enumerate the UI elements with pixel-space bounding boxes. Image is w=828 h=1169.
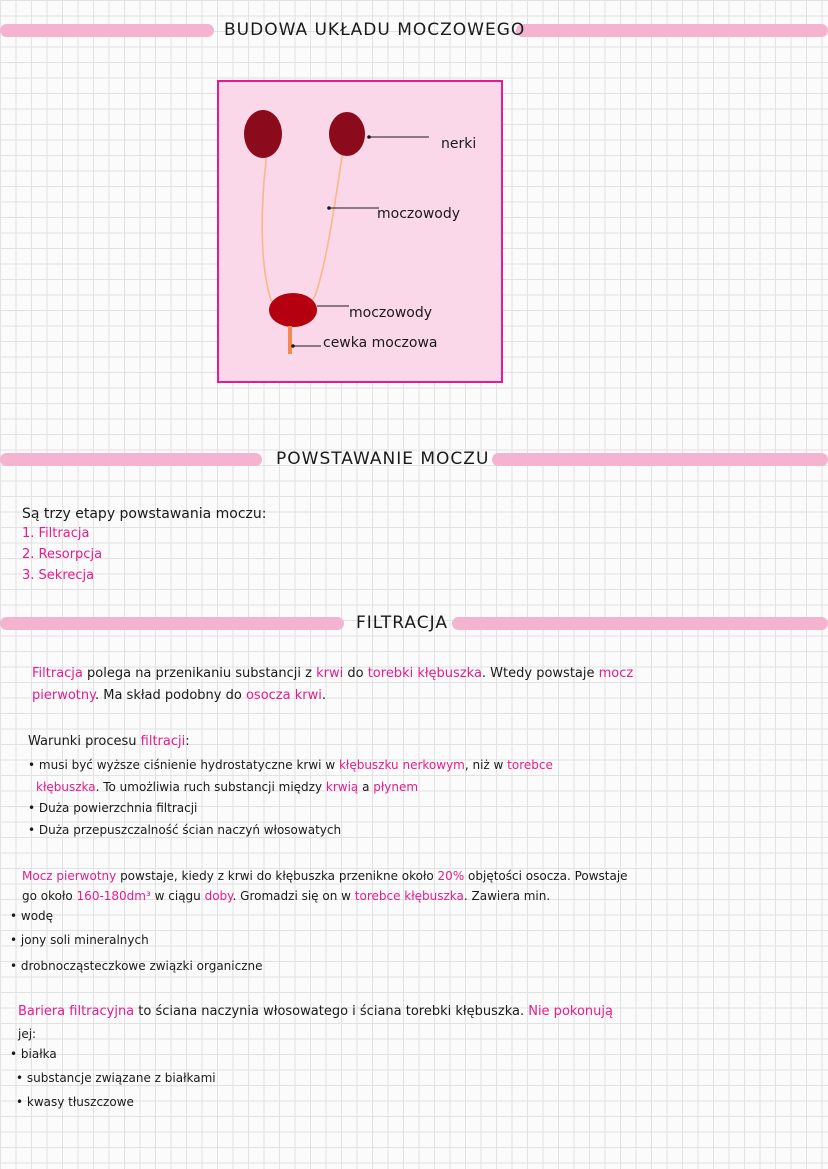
bariera-item-2: • substancje związane z białkami [16, 1071, 216, 1085]
etapy-item-2: 2. Resorpcja [22, 547, 103, 562]
term-klebuszku: kłębuszku nerkowym [338, 758, 465, 772]
term-nie-pokonuja: Nie pokonują [528, 1004, 613, 1019]
pointer-dot-moczowody [327, 206, 331, 210]
term-plynem: płynem [373, 780, 419, 794]
text-fragment: a [358, 780, 374, 794]
header-band-right-2 [492, 453, 828, 466]
bariera-line-2: jej: [18, 1027, 37, 1041]
header-band-left-2 [0, 453, 262, 466]
text-fragment: to ściana naczynia włosowatego i ściana torebki kłębuszka. [134, 1004, 529, 1019]
term-torebki: torebki kłębuszka [367, 666, 482, 681]
header-band-left-1 [0, 24, 214, 37]
text-fragment: . Ma skład podobny do [94, 688, 246, 703]
warunki-item-3: • Duża przepuszczalność ścian naczyń włosowatych [28, 823, 342, 837]
section-title-powstawanie: POWSTAWANIE MOCZU [276, 449, 490, 469]
left-ureter [262, 152, 287, 309]
text-fragment: polega na przenikaniu substancji z [82, 666, 317, 681]
etapy-item-1: 1. Filtracja [22, 526, 90, 541]
text-fragment: , niż w [464, 758, 508, 772]
term-klebuszka: kłębuszka [36, 780, 96, 794]
text-fragment: powstaje, kiedy z krwi do kłębuszka przenikne około [116, 869, 438, 883]
filtracja-line-2 [32, 688, 326, 704]
term-osocza: osocza krwi [245, 688, 322, 703]
bariera-item-1: • białka [10, 1047, 57, 1061]
label-moczowody: moczowody [377, 206, 461, 222]
right-ureter [299, 150, 343, 308]
mocz-item-1: • wodę [10, 909, 54, 923]
text-fragment: objętości osocza. Powstaje [464, 869, 628, 883]
header-band-left-3 [0, 617, 344, 630]
label-cewka: cewka moczowa [323, 335, 438, 351]
bladder [269, 293, 317, 327]
text-fragment: w ciągu [150, 889, 205, 903]
term-filtracja: Filtracja [32, 666, 83, 681]
urinary-system-diagram [217, 80, 503, 383]
text-fragment: do [343, 666, 368, 681]
term-filtracji: filtracji [140, 734, 186, 749]
label-nerki: nerki [441, 136, 477, 152]
header-band-right-1 [516, 24, 828, 37]
warunki-heading [28, 734, 190, 750]
etapy-intro: Są trzy etapy powstawania moczu: [22, 506, 267, 522]
section-title-budowa: BUDOWA UKŁADU MOCZOWEGO [224, 20, 526, 40]
text-fragment: . [321, 688, 326, 703]
term-20: 20% [437, 869, 465, 883]
mocz-line-2 [22, 888, 550, 904]
mocz-item-2: • jony soli mineralnych [10, 933, 149, 947]
term-torebce-klebuszka: torebce kłębuszka [354, 889, 464, 903]
mocz-item-3: • drobnocząsteczkowe związki organiczne [10, 959, 263, 973]
text-fragment: Warunki procesu [28, 734, 141, 749]
right-kidney [329, 112, 365, 156]
term-pierwotny: pierwotny [32, 688, 95, 703]
warunki-item-1-cont [36, 779, 418, 795]
warunki-item-1 [28, 757, 553, 773]
bariera-line-1 [18, 1004, 613, 1020]
text-fragment: . Wtedy powstaje [481, 666, 599, 681]
term-160-180: 160-180dm³ [76, 889, 151, 903]
pointer-dot-nerki [367, 135, 371, 139]
text-fragment: . To umożliwia ruch substancji między [95, 780, 326, 794]
bariera-item-3: • kwasy tłuszczowe [16, 1095, 134, 1109]
text-fragment: . Zawiera min. [463, 889, 551, 903]
etapy-item-3: 3. Sekrecja [22, 568, 95, 583]
mocz-line-1 [22, 868, 628, 884]
term-krwia: krwią [325, 780, 359, 794]
section-title-filtracja: FILTRACJA [356, 613, 448, 633]
header-band-right-3 [452, 617, 828, 630]
pointer-dot-cewka [291, 344, 295, 348]
warunki-item-2: • Duża powierzchnia filtracji [28, 801, 198, 815]
text-fragment: : [185, 734, 190, 749]
label-pecherz: moczowody [349, 305, 433, 321]
term-mocz-pierwotny: Mocz pierwotny [22, 869, 117, 883]
text-fragment: go około [22, 889, 77, 903]
term-bariera: Bariera filtracyjna [18, 1004, 135, 1019]
term-torebce: torebce [507, 758, 553, 772]
filtracja-line-1 [32, 666, 633, 682]
term-mocz: mocz [598, 666, 634, 681]
term-krwi: krwi [316, 666, 344, 681]
left-kidney [244, 110, 282, 158]
text-fragment: • musi być wyższe ciśnienie hydrostatyczne krwi w [28, 758, 339, 772]
text-fragment: . Gromadzi się on w [232, 889, 355, 903]
term-doby: doby [204, 889, 233, 903]
